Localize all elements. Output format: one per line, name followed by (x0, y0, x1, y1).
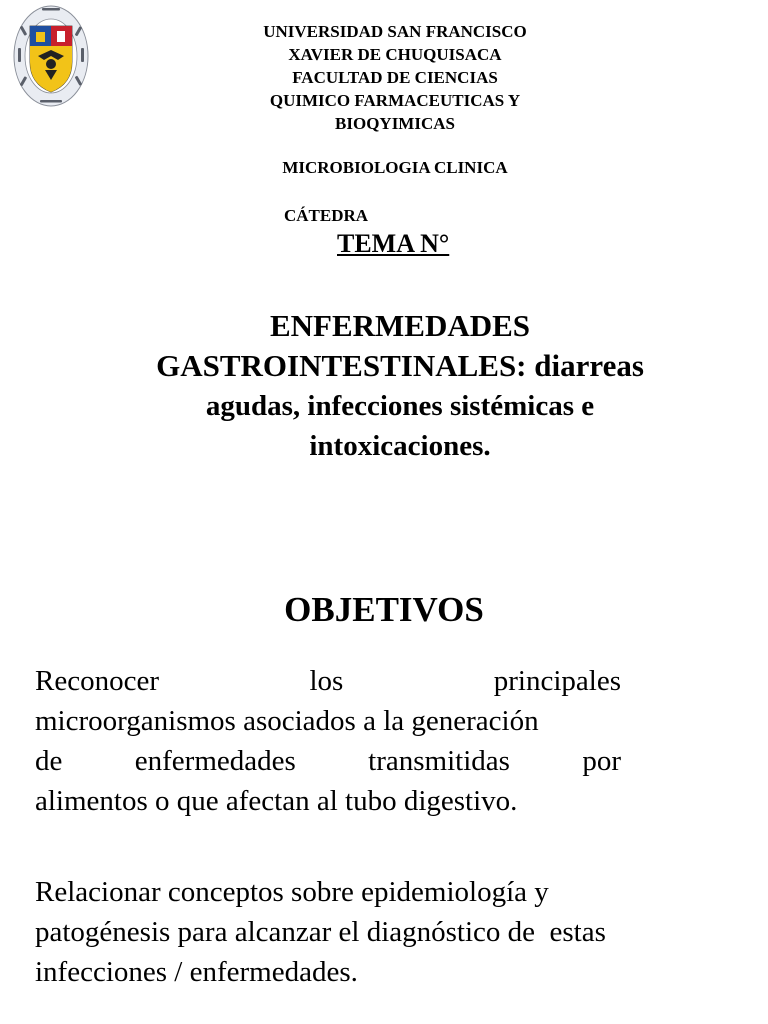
header-line-2: XAVIER DE CHUQUISACA (288, 45, 502, 64)
objective-1-word: principales (493, 665, 621, 697)
objective-2-line-2: patogénesis para alcanzar el diagnóstico de estas (35, 916, 606, 948)
objective-2-line-3: infecciones / enfermedades. (35, 956, 358, 988)
topic-line-4: intoxicaciones. (309, 430, 491, 462)
objective-1-word: enfermedades (134, 745, 296, 777)
header-line-3: FACULTAD DE CIENCIAS (292, 68, 498, 87)
header-line-5: BIOQYIMICAS (335, 114, 455, 133)
header-line-1: UNIVERSIDAD SAN FRANCISCO (263, 22, 527, 41)
university-seal-logo (12, 4, 90, 108)
objective-1-word: por (582, 745, 621, 777)
objectives-heading: OBJETIVOS (284, 590, 484, 629)
objective-1 (35, 661, 621, 821)
catedra-label: CÁTEDRA (284, 206, 369, 225)
topic-line-1: ENFERMEDADES (269, 308, 531, 343)
objective-1-line-1 (35, 661, 621, 701)
objective-1-line-3 (35, 741, 621, 781)
university-header (230, 20, 560, 135)
objective-2-line-1: Relacionar conceptos sobre epidemiología y (35, 876, 549, 908)
topic-line-3: agudas, infecciones sistémicas e (205, 390, 595, 422)
course-title: MICROBIOLOGIA CLINICA (282, 158, 508, 177)
tema-label: TEMA N° (337, 229, 450, 258)
objective-1-word: Reconocer (35, 665, 159, 697)
objective-1-word: de (35, 745, 63, 777)
objective-1-line-2: microorganismos asociados a la generación (35, 705, 539, 737)
objective-1-line-4: alimentos o que afectan al tubo digestivo. (35, 785, 518, 817)
topic-title (110, 306, 690, 466)
header-line-4: QUIMICO FARMACEUTICAS Y (269, 91, 521, 110)
objective-2 (35, 872, 725, 992)
objective-1-word: transmitidas (368, 745, 510, 777)
objective-1-word: los (309, 665, 344, 697)
topic-line-2: GASTROINTESTINALES: diarreas (156, 348, 644, 383)
